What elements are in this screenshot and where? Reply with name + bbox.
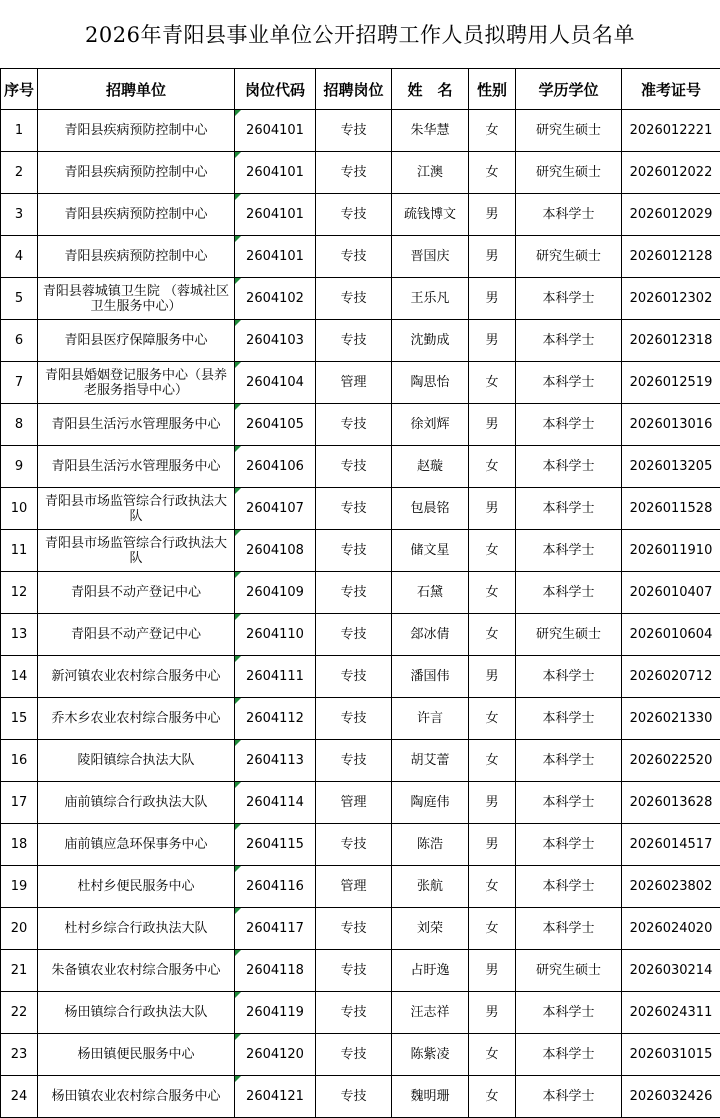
cell-post: 专技: [316, 278, 392, 320]
cell-no: 21: [1, 950, 38, 992]
cell-gender: 女: [469, 446, 516, 488]
cell-gender: 女: [469, 152, 516, 194]
cell-name: 刘荣: [392, 908, 469, 950]
cell-edu: 研究生硕士: [516, 110, 622, 152]
cell-no: 16: [1, 740, 38, 782]
cell-post: 专技: [316, 446, 392, 488]
cell-post: 专技: [316, 614, 392, 656]
cell-exam: 2026011528: [622, 488, 720, 530]
cell-unit: 朱备镇农业农村综合服务中心: [38, 950, 235, 992]
cell-edu: 本科学士: [516, 572, 622, 614]
cell-code: 2604110: [235, 614, 316, 656]
col-header-edu: 学历学位: [516, 69, 622, 110]
cell-gender: 男: [469, 950, 516, 992]
cell-gender: 女: [469, 614, 516, 656]
cell-gender: 女: [469, 698, 516, 740]
cell-unit: 青阳县蓉城镇卫生院 （蓉城社区卫生服务中心）: [38, 278, 235, 320]
cell-no: 1: [1, 110, 38, 152]
cell-edu: 本科学士: [516, 404, 622, 446]
cell-name: 江澳: [392, 152, 469, 194]
col-header-name: 姓 名: [392, 69, 469, 110]
cell-unit: 乔木乡农业农村综合服务中心: [38, 698, 235, 740]
cell-unit: 陵阳镇综合执法大队: [38, 740, 235, 782]
cell-no: 19: [1, 866, 38, 908]
table-row: [1, 824, 720, 866]
cell-exam: 2026013205: [622, 446, 720, 488]
cell-edu: 本科学士: [516, 446, 622, 488]
cell-code: 2604109: [235, 572, 316, 614]
cell-code: 2604121: [235, 1076, 316, 1118]
cell-edu: 本科学士: [516, 992, 622, 1034]
cell-gender: 男: [469, 194, 516, 236]
cell-gender: 女: [469, 110, 516, 152]
cell-no: 10: [1, 488, 38, 530]
cell-post: 专技: [316, 572, 392, 614]
cell-post: 专技: [316, 530, 392, 572]
cell-no: 20: [1, 908, 38, 950]
cell-exam: 2026011910: [622, 530, 720, 572]
cell-post: 专技: [316, 656, 392, 698]
table-row: [1, 446, 720, 488]
cell-post: 专技: [316, 236, 392, 278]
cell-no: 12: [1, 572, 38, 614]
cell-gender: 女: [469, 572, 516, 614]
cell-edu: 研究生硕士: [516, 614, 622, 656]
cell-name: 徐刘辉: [392, 404, 469, 446]
cell-name: 胡艾蕾: [392, 740, 469, 782]
table-row: [1, 362, 720, 404]
cell-exam: 2026030214: [622, 950, 720, 992]
cell-post: 专技: [316, 404, 392, 446]
cell-unit: 青阳县市场监管综合行政执法大队: [38, 530, 235, 572]
cell-name: 陶庭伟: [392, 782, 469, 824]
cell-post: 管理: [316, 362, 392, 404]
cell-gender: 男: [469, 656, 516, 698]
cell-unit: 青阳县生活污水管理服务中心: [38, 404, 235, 446]
cell-post: 专技: [316, 950, 392, 992]
cell-code: 2604104: [235, 362, 316, 404]
cell-post: 专技: [316, 1076, 392, 1118]
cell-gender: 男: [469, 320, 516, 362]
cell-name: 沈勤成: [392, 320, 469, 362]
cell-code: 2604118: [235, 950, 316, 992]
col-header-exam: 准考证号: [622, 69, 720, 110]
cell-gender: 女: [469, 362, 516, 404]
cell-edu: 本科学士: [516, 908, 622, 950]
cell-unit: 庙前镇应急环保事务中心: [38, 824, 235, 866]
cell-gender: 女: [469, 530, 516, 572]
table-row: [1, 698, 720, 740]
header-row: [1, 69, 720, 110]
cell-code: 2604101: [235, 194, 316, 236]
cell-no: 8: [1, 404, 38, 446]
cell-no: 4: [1, 236, 38, 278]
cell-edu: 本科学士: [516, 194, 622, 236]
cell-edu: 本科学士: [516, 782, 622, 824]
cell-post: 专技: [316, 908, 392, 950]
col-header-gender: 性别: [469, 69, 516, 110]
cell-no: 7: [1, 362, 38, 404]
cell-no: 9: [1, 446, 38, 488]
cell-unit: 杜村乡便民服务中心: [38, 866, 235, 908]
cell-edu: 研究生硕士: [516, 152, 622, 194]
cell-exam: 2026013016: [622, 404, 720, 446]
cell-no: 11: [1, 530, 38, 572]
cell-post: 专技: [316, 992, 392, 1034]
cell-exam: 2026012128: [622, 236, 720, 278]
cell-name: 陶思怡: [392, 362, 469, 404]
cell-post: 专技: [316, 740, 392, 782]
cell-code: 2604101: [235, 236, 316, 278]
cell-gender: 男: [469, 824, 516, 866]
table-row: [1, 236, 720, 278]
table-row: [1, 782, 720, 824]
cell-edu: 本科学士: [516, 1034, 622, 1076]
cell-post: 专技: [316, 110, 392, 152]
table-row: [1, 572, 720, 614]
cell-exam: 2026012221: [622, 110, 720, 152]
cell-edu: 本科学士: [516, 824, 622, 866]
cell-code: 2604107: [235, 488, 316, 530]
cell-name: 魏明珊: [392, 1076, 469, 1118]
cell-code: 2604108: [235, 530, 316, 572]
cell-unit: 青阳县不动产登记中心: [38, 572, 235, 614]
cell-name: 疏钱博文: [392, 194, 469, 236]
cell-exam: 2026012022: [622, 152, 720, 194]
cell-gender: 男: [469, 782, 516, 824]
cell-name: 郐冰倩: [392, 614, 469, 656]
cell-gender: 男: [469, 488, 516, 530]
cell-exam: 2026014517: [622, 824, 720, 866]
cell-gender: 男: [469, 992, 516, 1034]
cell-exam: 2026021330: [622, 698, 720, 740]
table-row: [1, 530, 720, 572]
cell-unit: 青阳县婚姻登记服务中心（县养老服务指导中心）: [38, 362, 235, 404]
cell-unit: 杜村乡综合行政执法大队: [38, 908, 235, 950]
cell-no: 18: [1, 824, 38, 866]
cell-unit: 新河镇农业农村综合服务中心: [38, 656, 235, 698]
cell-code: 2604106: [235, 446, 316, 488]
cell-exam: 2026013628: [622, 782, 720, 824]
cell-post: 专技: [316, 1034, 392, 1076]
cell-unit: 杨田镇综合行政执法大队: [38, 992, 235, 1034]
cell-exam: 2026010604: [622, 614, 720, 656]
cell-gender: 女: [469, 1076, 516, 1118]
cell-exam: 2026024311: [622, 992, 720, 1034]
cell-post: 专技: [316, 698, 392, 740]
cell-name: 许言: [392, 698, 469, 740]
table-row: [1, 908, 720, 950]
cell-name: 朱华慧: [392, 110, 469, 152]
cell-name: 潘国伟: [392, 656, 469, 698]
cell-gender: 女: [469, 908, 516, 950]
cell-code: 2604120: [235, 1034, 316, 1076]
cell-edu: 本科学士: [516, 320, 622, 362]
cell-exam: 2026010407: [622, 572, 720, 614]
cell-exam: 2026032426: [622, 1076, 720, 1118]
cell-edu: 本科学士: [516, 740, 622, 782]
cell-no: 13: [1, 614, 38, 656]
col-header-post: 招聘岗位: [316, 69, 392, 110]
cell-exam: 2026012302: [622, 278, 720, 320]
cell-code: 2604117: [235, 908, 316, 950]
cell-unit: 青阳县疾病预防控制中心: [38, 194, 235, 236]
cell-gender: 男: [469, 404, 516, 446]
cell-code: 2604101: [235, 152, 316, 194]
cell-no: 6: [1, 320, 38, 362]
cell-post: 专技: [316, 194, 392, 236]
table-row: [1, 1034, 720, 1076]
cell-name: 汪志祥: [392, 992, 469, 1034]
cell-unit: 青阳县不动产登记中心: [38, 614, 235, 656]
table-row: [1, 656, 720, 698]
cell-post: 专技: [316, 320, 392, 362]
cell-post: 管理: [316, 866, 392, 908]
cell-no: 14: [1, 656, 38, 698]
cell-code: 2604113: [235, 740, 316, 782]
cell-edu: 本科学士: [516, 488, 622, 530]
cell-no: 3: [1, 194, 38, 236]
table-row: [1, 278, 720, 320]
cell-gender: 女: [469, 740, 516, 782]
cell-code: 2604103: [235, 320, 316, 362]
cell-gender: 女: [469, 1034, 516, 1076]
cell-gender: 男: [469, 236, 516, 278]
cell-name: 张航: [392, 866, 469, 908]
cell-post: 专技: [316, 488, 392, 530]
cell-exam: 2026012029: [622, 194, 720, 236]
cell-edu: 本科学士: [516, 278, 622, 320]
cell-exam: 2026020712: [622, 656, 720, 698]
cell-unit: 青阳县疾病预防控制中心: [38, 236, 235, 278]
cell-code: 2604114: [235, 782, 316, 824]
table-row: [1, 194, 720, 236]
cell-name: 赵璇: [392, 446, 469, 488]
cell-unit: 青阳县生活污水管理服务中心: [38, 446, 235, 488]
cell-post: 专技: [316, 824, 392, 866]
cell-name: 占盱逸: [392, 950, 469, 992]
cell-unit: 杨田镇农业农村综合服务中心: [38, 1076, 235, 1118]
cell-post: 专技: [316, 152, 392, 194]
cell-exam: 2026012318: [622, 320, 720, 362]
cell-code: 2604111: [235, 656, 316, 698]
cell-exam: 2026024020: [622, 908, 720, 950]
cell-unit: 青阳县医疗保障服务中心: [38, 320, 235, 362]
cell-no: 2: [1, 152, 38, 194]
table-row: [1, 614, 720, 656]
cell-unit: 青阳县市场监管综合行政执法大队: [38, 488, 235, 530]
col-header-unit: 招聘单位: [38, 69, 235, 110]
cell-name: 陈浩: [392, 824, 469, 866]
cell-no: 5: [1, 278, 38, 320]
table-row: [1, 992, 720, 1034]
cell-gender: 男: [469, 278, 516, 320]
table-row: [1, 488, 720, 530]
cell-exam: 2026023802: [622, 866, 720, 908]
cell-no: 15: [1, 698, 38, 740]
cell-edu: 本科学士: [516, 1076, 622, 1118]
cell-no: 22: [1, 992, 38, 1034]
cell-no: 24: [1, 1076, 38, 1118]
col-header-code: 岗位代码: [235, 69, 316, 110]
cell-post: 管理: [316, 782, 392, 824]
table-row: [1, 110, 720, 152]
cell-name: 陈紫凌: [392, 1034, 469, 1076]
cell-code: 2604105: [235, 404, 316, 446]
cell-code: 2604119: [235, 992, 316, 1034]
table-row: [1, 1076, 720, 1118]
cell-code: 2604102: [235, 278, 316, 320]
cell-edu: 本科学士: [516, 362, 622, 404]
col-header-no: 序号: [1, 69, 38, 110]
page-title: 2026年青阳县事业单位公开招聘工作人员拟聘用人员名单: [85, 23, 635, 47]
cell-exam: 2026031015: [622, 1034, 720, 1076]
table-row: [1, 320, 720, 362]
cell-code: 2604115: [235, 824, 316, 866]
hire-table: [0, 68, 720, 1118]
table-row: [1, 404, 720, 446]
cell-edu: 本科学士: [516, 866, 622, 908]
cell-edu: 研究生硕士: [516, 950, 622, 992]
cell-exam: 2026022520: [622, 740, 720, 782]
cell-edu: 研究生硕士: [516, 236, 622, 278]
cell-name: 晋国庆: [392, 236, 469, 278]
cell-unit: 青阳县疾病预防控制中心: [38, 110, 235, 152]
cell-unit: 庙前镇综合行政执法大队: [38, 782, 235, 824]
cell-name: 储文星: [392, 530, 469, 572]
cell-code: 2604101: [235, 110, 316, 152]
table-row: [1, 950, 720, 992]
cell-unit: 杨田镇便民服务中心: [38, 1034, 235, 1076]
cell-name: 石黛: [392, 572, 469, 614]
cell-name: 王乐凡: [392, 278, 469, 320]
cell-no: 23: [1, 1034, 38, 1076]
cell-edu: 本科学士: [516, 530, 622, 572]
cell-exam: 2026012519: [622, 362, 720, 404]
table-row: [1, 152, 720, 194]
cell-code: 2604116: [235, 866, 316, 908]
cell-edu: 本科学士: [516, 656, 622, 698]
table-row: [1, 740, 720, 782]
cell-name: 包晨铭: [392, 488, 469, 530]
cell-gender: 女: [469, 866, 516, 908]
cell-edu: 本科学士: [516, 698, 622, 740]
table-row: [1, 866, 720, 908]
cell-no: 17: [1, 782, 38, 824]
cell-code: 2604112: [235, 698, 316, 740]
cell-unit: 青阳县疾病预防控制中心: [38, 152, 235, 194]
